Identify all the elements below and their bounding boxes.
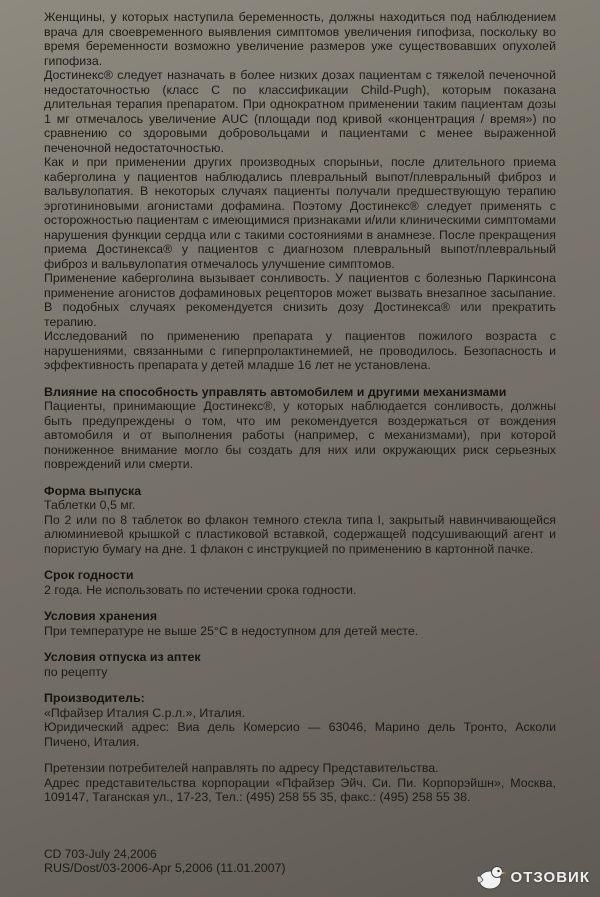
paragraph: «Пфайзер Италия С.р.л.», Италия.	[44, 705, 246, 720]
paragraph: CD 703-July 24,2006	[44, 846, 157, 861]
paragraph: Претензии потребителей направлять по адресу Представительства.	[44, 761, 439, 775]
watermark	[473, 863, 590, 891]
paragraph: Таблетки 0,5 мг.	[44, 498, 136, 512]
bird-logo-icon	[473, 863, 507, 891]
section-heading: Форма выпуска	[44, 483, 142, 498]
section-heading: Срок годности	[44, 568, 134, 582]
section-heading: Условия отпуска из аптек	[44, 650, 201, 664]
paragraph: Юридический адрес: Виа дель Комерсио — 63046, Марино дель Тронто, Асколи Пичено, Италия.	[44, 720, 556, 749]
section-heading: Условия хранения	[44, 609, 158, 623]
paragraph: По 2 или по 8 таблеток во флакон темного стекла типа I, закрытый навинчивающейся алюминиевой крышкой с пластиковой вставкой, содержащей подсушивающий агент и пористую бумагу на дне. 1 флакон с инструкцией по применению в картонной пачке.	[44, 512, 556, 556]
paragraph: 2 года. Не использовать по истечении срока годности.	[44, 582, 357, 597]
paragraph: RUS/Dost/03-2006-Apr 5,2006 (11.01.2007)	[44, 861, 286, 875]
paragraph: Применение каберголина вызывает сонливость. У пациентов с болезнью Паркинсона применение агонистов дофаминовых рецепторов может вызвать внезапное засыпание. В подобных случаях рекомендуется снизить дозу Достинекса® или прекратить терапию.	[44, 271, 556, 329]
watermark-text: ОТЗОВИК	[510, 868, 590, 886]
paragraph: по рецепту	[44, 664, 108, 679]
paragraph: Адрес представительства корпорации «Пфайзер Эйч. Си. Пи. Корпорэйшн», Москва, 109147, Таганская ул., 17-23, Тел.: (495) 258 55 35, факс.: (495) 258 55 38.	[44, 775, 556, 804]
paragraph: Женщины, у которых наступила беременность, должны находиться под наблюдением врача для своевременного выявления симптомов увеличения гипофиза, поскольку во время беременности возможно увеличение размеров уже существовавших опухолей гипофиза.	[44, 10, 556, 68]
section-heading: Производитель:	[44, 691, 145, 705]
section-heading: Влияние на способность управлять автомобилем и другими механизмами	[44, 384, 507, 399]
paragraph: При температуре не выше 25°С в недоступном для детей месте.	[44, 623, 419, 638]
paragraph: Достинекс® следует назначать в более низких дозах пациентам с тяжелой печеночной недостаточностью (класс С по классификации Child-Pugh), которым показана длительная терапия препаратом. При однократном применении таким пациентам дозы 1 мг отмечалось увеличение AUC (площади под кривой «концентрация / время») по сравнению со здоровыми добровольцами и пациентами с менее выраженной печеночной недостаточностью.	[44, 68, 556, 155]
paragraph: Как и при применении других производных спорыньи, после длительного приема каберголина у пациентов наблюдались плевральный выпот/плевральный фиброз и вальвулопатия. В некоторых случаях пациенты получали предшествующую терапию эрготининовыми агонистами дофамина. Поэтому Достинекс® следует применять с осторожностью пациентам с имеющимися признаками и/или клиническими симптомами нарушения функции сердца или с такими состояниями в анамнезе. После прекращения приема Достинекса® у пациентов с диагнозом плевральный выпот/плевральный фиброз и вальвулопатия отмечалось улучшение симптомов.	[44, 155, 556, 271]
instruction-text	[44, 10, 556, 876]
paragraph: Исследований по применению препарата у пациентов пожилого возраста с нарушениями, связанными с гиперпролактинемией, не проводилось. Безопасность и эффективность препарата у детей младше 16 лет не установлена.	[44, 329, 556, 372]
paragraph: Пациенты, принимающие Достинекс®, у которых наблюдается сонливость, должны быть предупреждены о том, что им рекомендуется воздержаться от вождения автомобиля и от выполнения работы (например, с механизмами), при которой пониженное внимание могло бы создать для них или окружающих риск серьезных повреждений или смерти.	[44, 399, 556, 471]
